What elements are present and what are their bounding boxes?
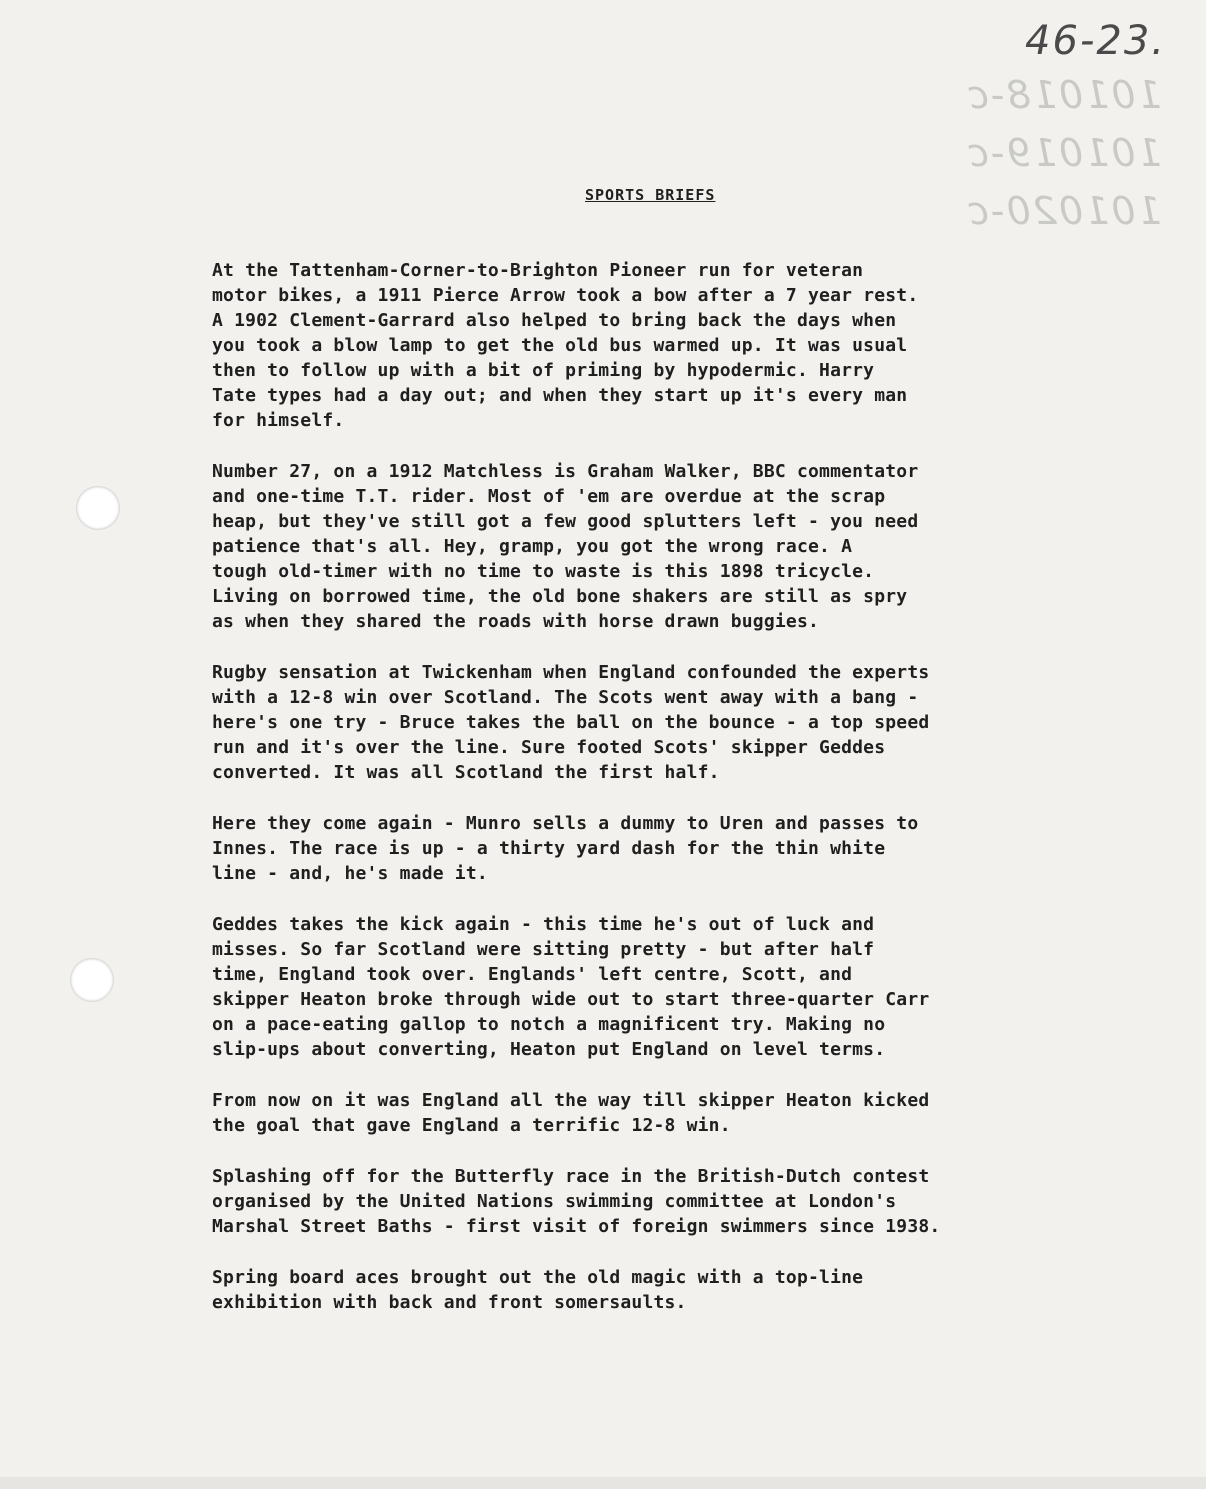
reference-number: 46-23.	[1025, 18, 1166, 64]
punch-hole	[76, 486, 120, 530]
paragraph: Geddes takes the kick again - this time he's out of luck and misses. So far Scotland were sitting pretty - but after half time, England took over. Englands' left centre, Scott, and skipper Heaton broke through wide out to start three-quarter Carr on a pace-eating gallop to notch a magnificent try. Making no slip-ups about converting, Heaton put England on level terms.	[212, 914, 930, 1060]
faint-mark: 101018-c	[966, 73, 1162, 117]
punch-hole	[70, 958, 114, 1002]
paragraph: From now on it was England all the way till skipper Heaton kicked the goal that gave England a terrific 12-8 win.	[212, 1090, 930, 1136]
body-text	[212, 258, 1024, 1341]
faint-mark: 101020-c	[966, 189, 1162, 233]
page-title: SPORTS BRIEFS	[585, 186, 716, 204]
paragraph: Here they come again - Munro sells a dummy to Uren and passes to Innes. The race is up - a thirty yard dash for the thin white line - and, he's made it.	[212, 813, 919, 884]
paragraph: Number 27, on a 1912 Matchless is Graham Walker, BBC commentator and one-time T.T. rider. Most of 'em are overdue at the scrap heap, but they've still got a few good splutters left - you need patience that's all. Hey, gramp, you got the wrong race. A tough old-timer with no time to waste is this 1898 tricycle. Living on borrowed time, the old bone shakers are still as spry as when they shared the roads with horse drawn buggies.	[212, 461, 919, 632]
faint-mark: 101019-c	[966, 131, 1162, 175]
paragraph: Splashing off for the Butterfly race in the British-Dutch contest organised by the United Nations swimming committee at London's Marshal Street Baths - first visit of foreign swimmers since 1938.	[212, 1166, 941, 1237]
paragraph: Rugby sensation at Twickenham when England confounded the experts with a 12-8 win over Scotland. The Scots went away with a bang - here's one try - Bruce takes the ball on the bounce - a top speed run and it's over the line. Sure footed Scots' skipper Geddes converted. It was all Scotland the first half.	[212, 662, 930, 783]
paragraph: At the Tattenham-Corner-to-Brighton Pioneer run for veteran motor bikes, a 1911 Pierce Arrow took a bow after a 7 year rest. A 1902 Clement-Garrard also helped to bring back the days when you took a blow lamp to get the old bus warmed up. It was usual then to follow up with a bit of priming by hypodermic. Harry Tate types had a day out; and when they start up it's every man for himself.	[212, 260, 919, 431]
paragraph: Spring board aces brought out the old magic with a top-line exhibition with back and front somersaults.	[212, 1267, 864, 1313]
page-edge	[0, 1477, 1206, 1489]
reference-marks	[966, 18, 1166, 238]
